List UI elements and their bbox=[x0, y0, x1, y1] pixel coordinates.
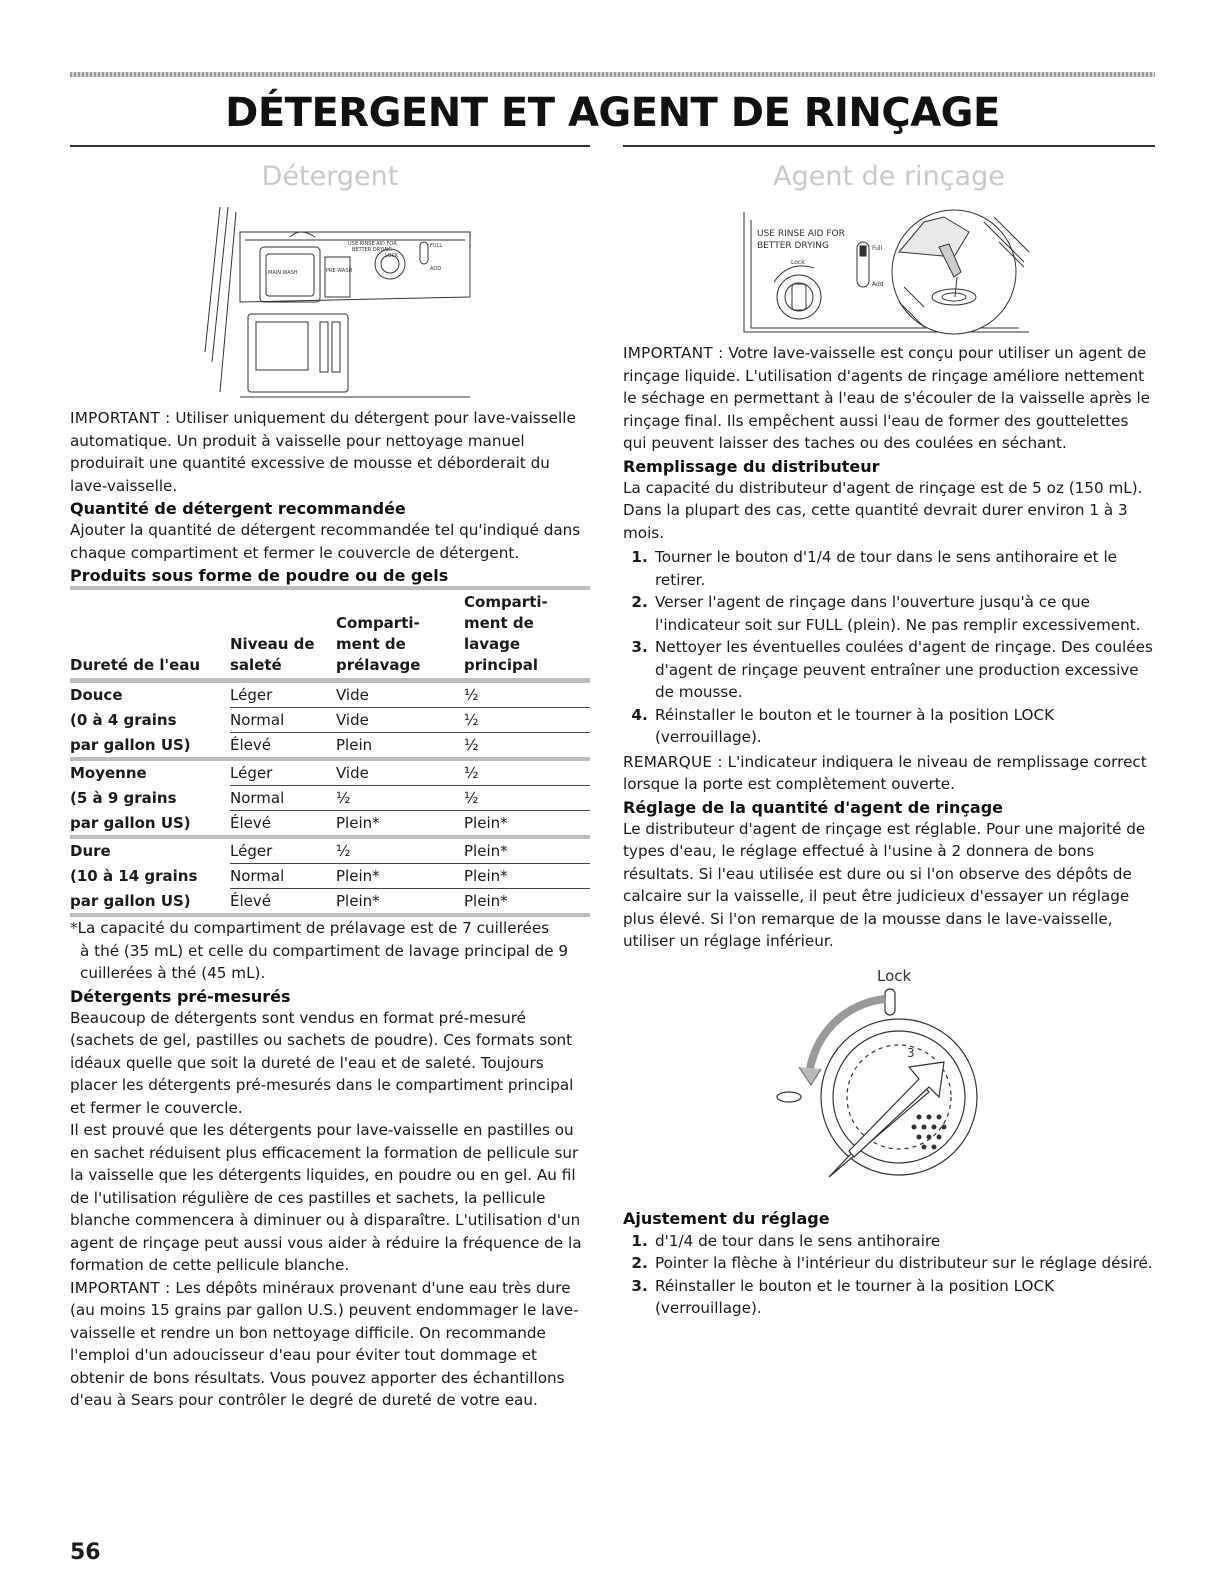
section-title-rinse-aid: Agent de rinçage bbox=[773, 161, 1005, 192]
rinse-aid-column bbox=[623, 145, 1155, 1322]
table-cell-durete: par gallon US) bbox=[70, 889, 230, 916]
table-header-niveau: Niveau de saleté bbox=[230, 592, 336, 681]
table-cell-prelavage: Plein bbox=[336, 736, 373, 754]
dial-label-lock: Lock bbox=[877, 966, 912, 985]
fig-label-use-rinse: USE RINSE AID FOR bbox=[348, 241, 397, 247]
table-top-rule bbox=[70, 586, 590, 590]
quantite-text: Ajouter la quantité de détergent recommandée tel qu'indiqué dans chaque compartiment et fermer le couvercle de détergent. bbox=[70, 521, 581, 562]
fill-steps-list bbox=[623, 546, 1155, 749]
premesures-text-2: Il est prouvé que les détergents pour lave-vaisselle en pastilles ou en sachet réduisent plus efficacement la formation de pellicule sur la vaisselle que les détergents liquides, en poudre ou en gel. Au fil de l'utilisation régulière de ces pastilles et sachets, la pellicule blanche commencera à diminuer ou à disparaître. L'utilisation d'un agent de rinçage peut aussi vous aider à réduire la fréquence de la formation de cette pellicule blanche. bbox=[70, 1121, 582, 1274]
rinse-aid-dispenser-figure bbox=[739, 202, 1039, 342]
top-rule bbox=[70, 72, 1155, 77]
table-cell-principal: Plein* bbox=[464, 864, 590, 889]
table-cell-principal: ½ bbox=[464, 759, 590, 786]
remarque-label: REMARQUE : bbox=[623, 752, 723, 771]
fig-label-add: ADD bbox=[430, 266, 442, 272]
remarque-text: L'indicateur indiquera le niveau de remplissage correct lorsque la porte est complètement ouverte. bbox=[623, 752, 1147, 793]
reglage-text: Le distributeur d'agent de rinçage est réglable. Pour une majorité de types d'eau, le réglage effectué à l'usine à 2 donnera de bons résultats. Si l'eau utilisée est dure ou si l'on observe des dépôts de calcaire sur la vaisselle, il peut être judicieux d'essayer un réglage plus élevé. Si l'on remarque de la mousse dans le lave-vaisselle, utiliser un réglage inférieur. bbox=[623, 819, 1146, 950]
important-paragraph-2 bbox=[70, 1277, 590, 1412]
important-text: Les dépôts minéraux provenant d'une eau très dure (au moins 15 grains par gallon U.S.) peuvent endommager le lave-vaisselle et rendre un bon nettoyage difficile. On recommande l'emploi d'un adoucisseur d'eau pour éviter tout dommage et obtenir de bons résultats. Vous pouvez apporter des échantillons d'eau à Sears pour contrôler le degré de dureté de votre eau. bbox=[70, 1278, 579, 1409]
dial-label-three: 3 bbox=[907, 1045, 915, 1060]
rinse-important-paragraph bbox=[623, 342, 1155, 455]
table-cell-principal: Plein* bbox=[464, 889, 590, 916]
heading-reglage: Réglage de la quantité d'agent de rinçage bbox=[623, 797, 1004, 817]
table-cell-prelavage: ½ bbox=[336, 837, 464, 864]
table-cell-prelavage: Vide bbox=[336, 708, 464, 733]
fig-label-full: FULL bbox=[430, 243, 443, 249]
table-cell-niveau: Normal bbox=[230, 786, 336, 811]
fig-label-lock: Lock bbox=[791, 259, 805, 266]
table-cell-niveau: Élevé bbox=[230, 889, 336, 916]
list-item: 3. Nettoyer les éventuelles coulées d'agent de rinçage. Des coulées d'agent de rinçage peuvent entraîner une production excessive de mousse. bbox=[653, 636, 1155, 704]
table-cell-niveau: Normal bbox=[230, 864, 336, 889]
column-rule bbox=[623, 145, 1155, 147]
heading-premesures: Détergents pré-mesurés bbox=[70, 986, 291, 1006]
table-cell-prelavage: Plein* bbox=[336, 889, 464, 916]
list-item: 2. Verser l'agent de rinçage dans l'ouverture jusqu'à ce que l'indicateur soit sur FULL (plein). Ne pas remplir excessivement. bbox=[653, 591, 1155, 636]
remarque-paragraph bbox=[623, 751, 1155, 796]
fig-label-main-wash: MAIN WASH bbox=[268, 270, 298, 276]
table-cell-principal: Plein* bbox=[464, 814, 508, 832]
table-header-prelavage: Comparti- ment de prélavage bbox=[336, 592, 464, 681]
table-cell-principal: ½ bbox=[464, 786, 590, 811]
table-cell-durete: par gallon US) bbox=[70, 735, 191, 754]
table-cell-durete: Dure bbox=[70, 837, 230, 864]
table-row bbox=[70, 681, 590, 708]
table-cell-principal: ½ bbox=[464, 708, 590, 733]
important-label: IMPORTANT : bbox=[70, 409, 171, 427]
fig-label-lock: LOCK bbox=[385, 253, 399, 259]
adjustment-dial-figure bbox=[769, 967, 1009, 1207]
hardness-table bbox=[70, 592, 590, 917]
table-cell-prelavage: Plein* bbox=[336, 864, 464, 889]
important-text: Votre lave-vaisselle est conçu pour utiliser un agent de rinçage liquide. L'utilisation d'agents de rinçage améliore nettement le séchage en permettant à l'eau de s'écouler de la vaisselle après le rinçage final. Ils empêchent aussi l'eau de former des gouttelettes qui peuvent laisser des taches ou des coulées en séchant. bbox=[623, 344, 1151, 452]
table-row bbox=[70, 786, 590, 811]
table-cell-principal: ½ bbox=[464, 736, 479, 754]
table-cell-niveau: Élevé bbox=[230, 736, 271, 754]
table-cell-durete: (0 à 4 grains bbox=[70, 711, 177, 729]
table-cell-niveau: Normal bbox=[230, 708, 336, 733]
table-row bbox=[70, 864, 590, 889]
fig-label-better-drying: BETTER DRYING bbox=[757, 241, 829, 251]
list-item: 3. Réinstaller le bouton et le tourner à la position LOCK (verrouillage). bbox=[653, 1275, 1155, 1320]
table-cell-durete: par gallon US) bbox=[70, 813, 191, 832]
table-cell-durete: Douce bbox=[70, 686, 123, 705]
table-cell-niveau: Léger bbox=[230, 681, 336, 708]
detergent-column bbox=[70, 145, 590, 1412]
adjust-steps-list bbox=[623, 1230, 1155, 1320]
table-cell-principal: ½ bbox=[464, 681, 590, 708]
table-header-durete: Dureté de l'eau bbox=[70, 592, 230, 681]
table-row bbox=[70, 733, 590, 760]
table-row bbox=[70, 837, 590, 864]
table-cell-durete: (5 à 9 grains bbox=[70, 789, 177, 807]
table-row bbox=[70, 811, 590, 838]
table-cell-niveau: Élevé bbox=[230, 814, 271, 832]
table-cell-prelavage: Vide bbox=[336, 681, 464, 708]
table-cell-principal: Plein* bbox=[464, 837, 590, 864]
table-row bbox=[70, 759, 590, 786]
list-item: 2. Pointer la flèche à l'intérieur du distributeur sur le réglage désiré. bbox=[653, 1252, 1155, 1275]
column-rule bbox=[70, 145, 590, 147]
table-row bbox=[70, 708, 590, 733]
important-text: Utiliser uniquement du détergent pour lave-vaisselle automatique. Un produit à vaisselle pour nettoyage manuel produirait une quantité excessive de mousse et déborderait du lave-vaisselle. bbox=[70, 409, 576, 495]
fig-label-full: Full bbox=[872, 245, 883, 252]
list-item: 1. Tourner le bouton d'1/4 de tour dans le sens antihoraire et le retirer. bbox=[653, 546, 1155, 591]
page-number: 56 bbox=[70, 1540, 101, 1565]
heading-produits: Produits sous forme de poudre ou de gels bbox=[70, 566, 449, 585]
table-row bbox=[70, 889, 590, 916]
heading-remplissage: Remplissage du distributeur bbox=[623, 456, 880, 476]
table-cell-durete: Moyenne bbox=[70, 759, 230, 786]
list-item: 1. d'1/4 de tour dans le sens antihoraire bbox=[653, 1230, 1155, 1253]
table-footnote: *La capacité du compartiment de prélavage est de 7 cuillerées à thé (35 mL) et celle du compartiment de lavage principal de 9 cuillerées à thé (45 mL). bbox=[70, 919, 569, 982]
fig-label-use-rinse: USE RINSE AID FOR bbox=[757, 229, 845, 239]
table-cell-niveau: Léger bbox=[230, 759, 336, 786]
heading-ajustement: Ajustement du réglage bbox=[623, 1208, 830, 1228]
table-cell-prelavage: Vide bbox=[336, 759, 464, 786]
list-item: 4. Réinstaller le bouton et le tourner à la position LOCK (verrouillage). bbox=[653, 704, 1155, 749]
table-cell-durete: (10 à 14 grains bbox=[70, 867, 198, 885]
table-header-principal: Comparti- ment de lavage principal bbox=[464, 592, 590, 681]
important-label: IMPORTANT : bbox=[70, 1278, 171, 1297]
fig-label-pre-wash: PRE-WASH bbox=[326, 268, 353, 274]
remplissage-text: La capacité du distributeur d'agent de rinçage est de 5 oz (150 mL). Dans la plupart des cas, cette quantité devrait durer environ 1 à 3 mois. bbox=[623, 478, 1143, 542]
fig-label-add: Add bbox=[872, 281, 884, 288]
table-cell-prelavage: ½ bbox=[336, 786, 464, 811]
section-title-detergent: Détergent bbox=[261, 161, 399, 192]
table-cell-prelavage: Plein* bbox=[336, 814, 380, 832]
detergent-dispenser-figure bbox=[180, 202, 480, 407]
important-label: IMPORTANT : bbox=[623, 344, 724, 362]
premesures-text-1: Beaucoup de détergents sont vendus en format pré-mesuré (sachets de gel, pastilles ou sachets de poudre). Ces formats sont idéaux quelle que soit la dureté de l'eau et de saleté. Toujours placer les détergents pré-mesurés dans le compartiment principal et fermer le couvercle. bbox=[70, 1008, 574, 1117]
table-cell-niveau: Léger bbox=[230, 837, 336, 864]
fig-label-better-drying: BETTER DRYING bbox=[352, 247, 392, 253]
important-paragraph bbox=[70, 407, 590, 497]
heading-quantite: Quantité de détergent recommandée bbox=[70, 499, 406, 518]
page-title: DÉTERGENT ET AGENT DE RINÇAGE bbox=[225, 90, 1000, 136]
